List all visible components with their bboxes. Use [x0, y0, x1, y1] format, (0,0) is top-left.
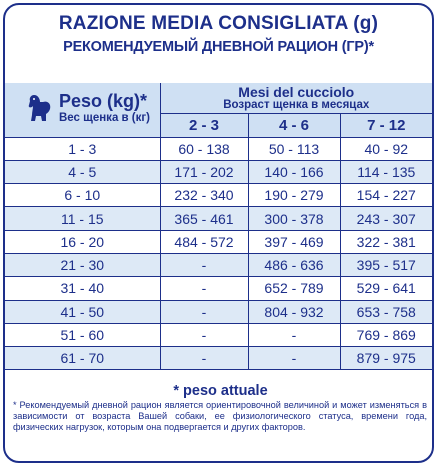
value-cell: 190 - 279: [248, 184, 340, 207]
weight-cell: 4 - 5: [5, 160, 160, 183]
value-cell: 114 - 135: [340, 160, 432, 183]
weight-cell: 41 - 50: [5, 300, 160, 323]
value-cell: 154 - 227: [340, 184, 432, 207]
table-row: [5, 230, 432, 253]
ration-card: [3, 3, 434, 463]
disclaimer-note: * Рекомендуемый дневной рацион является ориентировочной величиной и может изменяться в зависимости от возраста Вашей собаки, ее физиологического статуса, времени года, физических нагрузок, которым она подвергается и других факторов.: [13, 400, 427, 432]
table-row: [5, 347, 432, 370]
value-cell: 243 - 307: [340, 207, 432, 230]
value-cell: 652 - 789: [248, 277, 340, 300]
value-cell: 879 - 975: [340, 347, 432, 370]
value-cell: 300 - 378: [248, 207, 340, 230]
value-cell: 529 - 641: [340, 277, 432, 300]
dog-icon: [27, 93, 53, 123]
value-cell: 40 - 92: [340, 137, 432, 160]
footer: [5, 383, 434, 463]
value-cell: -: [160, 347, 248, 370]
weight-cell: 51 - 60: [5, 323, 160, 346]
value-cell: -: [160, 253, 248, 276]
weight-cell: 31 - 40: [5, 277, 160, 300]
ration-table: [5, 83, 432, 370]
current-weight-note: * peso attuale: [173, 383, 268, 399]
table-row: [5, 253, 432, 276]
value-cell: 397 - 469: [248, 230, 340, 253]
weight-cell: 6 - 10: [5, 184, 160, 207]
value-cell: 484 - 572: [160, 230, 248, 253]
weight-header: [5, 83, 160, 137]
value-cell: -: [160, 300, 248, 323]
table-row: [5, 300, 432, 323]
value-cell: 653 - 758: [340, 300, 432, 323]
table-row: [5, 184, 432, 207]
months-label-it: Mesi del cucciolo: [238, 84, 355, 101]
value-cell: 140 - 166: [248, 160, 340, 183]
table-row: [5, 207, 432, 230]
value-cell: -: [160, 277, 248, 300]
value-cell: 486 - 636: [248, 253, 340, 276]
weight-cell: 16 - 20: [5, 230, 160, 253]
range-header-2: 4 - 6: [248, 113, 340, 137]
weight-label-it: Peso (kg)*: [59, 91, 148, 111]
range-header-3: 7 - 12: [340, 113, 432, 137]
weight-cell: 21 - 30: [5, 253, 160, 276]
value-cell: 365 - 461: [160, 207, 248, 230]
months-label-ru: Возраст щенка в месяцах: [223, 99, 370, 112]
title-italian: RAZIONE MEDIA CONSIGLIATA (g): [58, 13, 379, 34]
weight-cell: 61 - 70: [5, 347, 160, 370]
table-row: [5, 323, 432, 346]
title-russian: РЕКОМЕНДУЕМЫЙ ДНЕВНОЙ РАЦИОН (ГР)*: [63, 39, 374, 55]
weight-cell: 1 - 3: [5, 137, 160, 160]
value-cell: 232 - 340: [160, 184, 248, 207]
table-row: [5, 137, 432, 160]
value-cell: 60 - 138: [160, 137, 248, 160]
weight-cell: 11 - 15: [5, 207, 160, 230]
range-header-1: 2 - 3: [160, 113, 248, 137]
months-header: [160, 83, 432, 113]
value-cell: -: [248, 347, 340, 370]
value-cell: 322 - 381: [340, 230, 432, 253]
value-cell: 769 - 869: [340, 323, 432, 346]
table-row: [5, 277, 432, 300]
value-cell: -: [248, 323, 340, 346]
value-cell: 50 - 113: [248, 137, 340, 160]
value-cell: 395 - 517: [340, 253, 432, 276]
value-cell: 171 - 202: [160, 160, 248, 183]
weight-label-ru: Вес щенка в (кг): [59, 112, 151, 124]
table-row: [5, 160, 432, 183]
value-cell: -: [160, 323, 248, 346]
value-cell: 804 - 932: [248, 300, 340, 323]
